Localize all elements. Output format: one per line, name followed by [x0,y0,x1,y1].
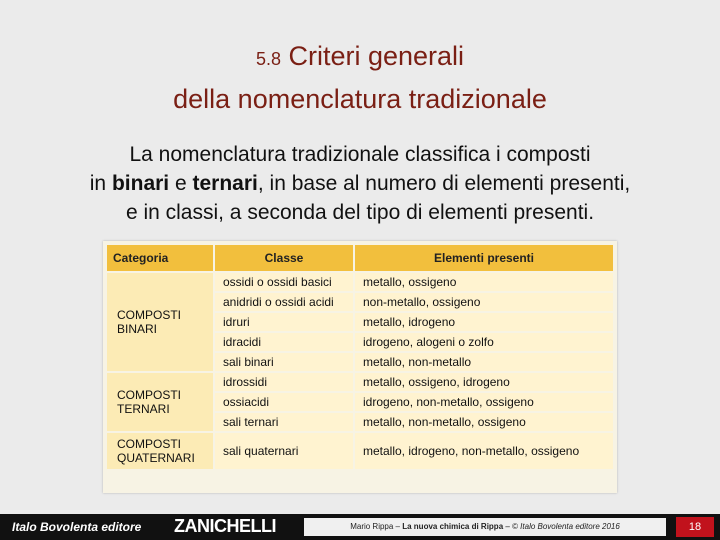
classe-cell: sali ternari [215,413,353,431]
category-binari [107,273,213,371]
editor-logo: Italo Bovolenta editore [12,520,142,534]
elementi-cell: metallo, idrogeno, non-metallo, ossigeno [355,433,613,469]
table-row [107,273,613,291]
table-header-row [107,245,613,271]
classe-cell: idrossidi [215,373,353,391]
elementi-cell: metallo, non-metallo, ossigeno [355,413,613,431]
category-label: COMPOSTI [117,388,182,402]
category-quaternari [107,433,213,469]
section-number: 5.8 [255,49,281,69]
header-elementi: Elementi presenti [355,245,613,271]
title-line-2: della nomenclatura tradizionale [173,84,547,114]
title-line-1: Criteri generali [288,41,465,71]
page-number: 18 [676,517,714,537]
intro-text: in [89,172,112,195]
elementi-cell: idrogeno, alogeni o zolfo [355,333,613,351]
slide-title [0,36,720,119]
credit-author: Mario Rippa – [350,522,403,531]
category-label: TERNARI [117,402,170,416]
classe-cell: sali quaternari [215,433,353,469]
intro-line-2 [20,169,700,198]
category-label: QUATERNARI [117,451,195,465]
classe-cell: idracidi [215,333,353,351]
credit-book: La nuova chimica di Rippa [402,522,504,531]
elementi-cell: metallo, non-metallo [355,353,613,371]
elementi-cell: metallo, idrogeno [355,313,613,331]
intro-line-1: La nomenclatura tradizionale classifica i composti [129,143,591,166]
intro-text: , in base al numero di elementi presenti, [257,172,631,195]
header-categoria: Categoria [107,245,213,271]
classification-table [103,241,617,493]
intro-paragraph [20,140,700,227]
nomenclature-table [105,243,615,471]
credit-rest: – © Italo Bovolenta editore 2016 [503,522,620,531]
classe-cell: ossidi o ossidi basici [215,273,353,291]
elementi-cell: metallo, ossigeno, idrogeno [355,373,613,391]
ternari-term: ternari [192,172,258,195]
classe-cell: idruri [215,313,353,331]
footer-bar [0,514,720,540]
classe-cell: ossiacidi [215,393,353,411]
binari-term: binari [111,172,170,195]
intro-text: e [169,172,193,195]
publisher-logo: ZANICHELLI [174,516,276,536]
category-label: BINARI [117,322,158,336]
credit-line [304,518,666,536]
elementi-cell: non-metallo, ossigeno [355,293,613,311]
classe-cell: sali binari [215,353,353,371]
classe-cell: anidridi o ossidi acidi [215,293,353,311]
elementi-cell: idrogeno, non-metallo, ossigeno [355,393,613,411]
category-label: COMPOSTI [117,308,182,322]
category-label: COMPOSTI [117,437,182,451]
intro-line-3: e in classi, a seconda del tipo di elementi presenti. [125,201,595,224]
table-row [107,373,613,391]
header-classe: Classe [215,245,353,271]
elementi-cell: metallo, ossigeno [355,273,613,291]
table-row [107,433,613,469]
category-ternari [107,373,213,431]
